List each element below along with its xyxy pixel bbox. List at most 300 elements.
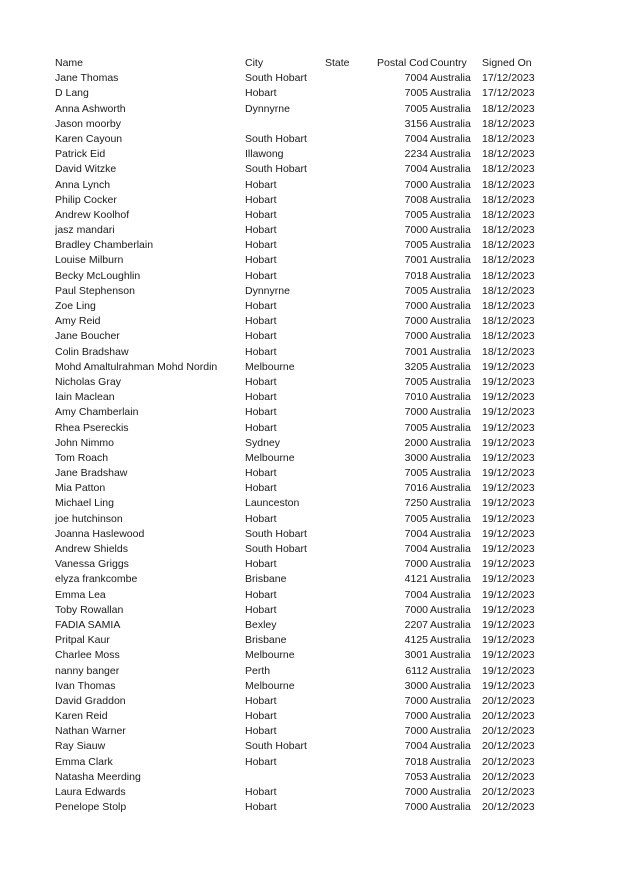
name-cell: Iain Maclean	[55, 391, 115, 404]
country-cell: Australia	[430, 254, 471, 267]
city-cell: Hobart	[245, 786, 277, 798]
signed-on-cell: 19/12/2023	[482, 497, 535, 510]
signed-on-cell: 18/12/2023	[482, 345, 535, 358]
table-row	[0, 375, 622, 390]
name-cell: Amy Chamberlain	[55, 406, 139, 419]
postal-code-cell: 7005	[404, 87, 428, 100]
signed-on-cell: 18/12/2023	[482, 269, 535, 282]
postal-code-cell: 2207	[404, 618, 428, 631]
country-cell: Australia	[430, 239, 471, 252]
signed-on-cell: 20/12/2023	[482, 755, 535, 768]
city-cell: Hobart	[245, 315, 277, 328]
name-cell: Ivan Thomas	[55, 679, 116, 692]
signed-on-cell: 19/12/2023	[482, 436, 535, 449]
city-cell: Bexley	[245, 618, 277, 631]
postal-code-cell: 7005	[404, 284, 428, 297]
postal-code-cell: 3000	[404, 451, 428, 464]
signed-on-cell: 18/12/2023	[482, 239, 535, 252]
postal-code-cell: 7000	[404, 710, 428, 723]
name-cell: FADIA SAMIA	[55, 618, 121, 631]
country-cell: Australia	[430, 710, 471, 723]
table-row	[0, 451, 622, 466]
header-country: Country	[430, 57, 467, 69]
signed-on-cell: 19/12/2023	[482, 664, 535, 677]
country-cell: Australia	[430, 679, 471, 692]
country-cell: Australia	[430, 345, 471, 358]
table-row	[0, 193, 622, 208]
postal-code-cell: 7004	[404, 543, 428, 555]
name-cell: John Nimmo	[55, 436, 114, 449]
city-cell: Hobart	[245, 482, 277, 495]
postal-code-cell: 7000	[404, 330, 428, 343]
signed-on-cell: 19/12/2023	[482, 360, 535, 373]
signed-on-cell: 18/12/2023	[482, 132, 535, 145]
postal-code-cell: 3001	[404, 649, 428, 662]
table-row	[0, 755, 622, 770]
country-cell: Australia	[430, 208, 471, 221]
postal-code-cell: 7016	[404, 482, 428, 495]
city-cell: Hobart	[245, 300, 277, 312]
name-cell: Mia Patton	[55, 482, 106, 495]
postal-code-cell: 7000	[404, 694, 428, 707]
table-row	[0, 694, 622, 709]
signed-on-cell: 20/12/2023	[482, 786, 535, 798]
name-cell: Natasha Meerding	[55, 770, 141, 783]
city-cell: Melbourne	[245, 451, 295, 464]
country-cell: Australia	[430, 558, 471, 571]
signed-on-cell: 18/12/2023	[482, 300, 535, 312]
country-cell: Australia	[430, 224, 471, 237]
signed-on-cell: 17/12/2023	[482, 87, 535, 100]
signed-on-cell: 19/12/2023	[482, 634, 535, 647]
city-cell: Hobart	[245, 801, 277, 814]
signed-on-cell: 19/12/2023	[482, 649, 535, 662]
postal-code-cell: 7005	[404, 421, 428, 434]
table-row	[0, 800, 622, 815]
signed-on-cell: 18/12/2023	[482, 284, 535, 297]
signed-on-cell: 19/12/2023	[482, 588, 535, 601]
country-cell: Australia	[430, 588, 471, 601]
table-row	[0, 618, 622, 633]
name-cell: Becky McLoughlin	[55, 269, 141, 282]
table-row	[0, 496, 622, 511]
signed-on-cell: 19/12/2023	[482, 375, 535, 388]
name-cell: Paul Stephenson	[55, 284, 135, 297]
country-cell: Australia	[430, 801, 471, 814]
city-cell: Melbourne	[245, 679, 295, 692]
country-cell: Australia	[430, 482, 471, 495]
country-cell: Australia	[430, 527, 471, 540]
city-cell: Hobart	[245, 406, 277, 419]
postal-code-cell: 7008	[404, 193, 428, 206]
name-cell: Colin Bradshaw	[55, 345, 129, 358]
name-cell: Nicholas Gray	[55, 375, 121, 388]
name-cell: Louise Milburn	[55, 254, 124, 267]
table-row	[0, 436, 622, 451]
name-cell: Penelope Stolp	[55, 801, 127, 814]
name-cell: Amy Reid	[55, 315, 101, 328]
name-cell: Laura Edwards	[55, 786, 126, 798]
table-row	[0, 71, 622, 86]
signed-on-cell: 18/12/2023	[482, 330, 535, 343]
postal-code-cell: 7001	[404, 345, 428, 358]
postal-code-cell: 7005	[404, 208, 428, 221]
header-state: State	[325, 57, 350, 69]
table-row	[0, 147, 622, 162]
name-cell: Karen Reid	[55, 710, 108, 723]
postal-code-cell: 2000	[404, 436, 428, 449]
city-cell: Hobart	[245, 208, 277, 221]
name-cell: Andrew Koolhof	[55, 208, 130, 221]
table-row	[0, 679, 622, 694]
signed-on-cell: 19/12/2023	[482, 679, 535, 692]
postal-code-cell: 7004	[404, 588, 428, 601]
table-row	[0, 481, 622, 496]
city-cell: Hobart	[245, 224, 277, 237]
name-cell: Anna Ashworth	[55, 102, 126, 115]
table-row	[0, 238, 622, 253]
table-row	[0, 724, 622, 739]
country-cell: Australia	[430, 148, 471, 161]
name-cell: Toby Rowallan	[55, 603, 124, 616]
city-cell: Hobart	[245, 467, 277, 480]
table-row	[0, 572, 622, 587]
postal-code-cell: 7000	[404, 725, 428, 738]
country-cell: Australia	[430, 72, 471, 85]
city-cell: Sydney	[245, 436, 281, 449]
city-cell: Melbourne	[245, 360, 295, 373]
postal-code-cell: 7000	[404, 224, 428, 237]
country-cell: Australia	[430, 634, 471, 647]
city-cell: Hobart	[245, 254, 277, 267]
city-cell: South Hobart	[245, 740, 307, 753]
country-cell: Australia	[430, 360, 471, 373]
name-cell: Patrick Eid	[55, 148, 106, 161]
city-cell: Hobart	[245, 755, 277, 768]
city-cell: South Hobart	[245, 132, 307, 145]
name-cell: Jason moorby	[55, 117, 121, 130]
city-cell: Hobart	[245, 710, 277, 723]
table-row	[0, 86, 622, 101]
signed-on-cell: 20/12/2023	[482, 694, 535, 707]
name-cell: nanny banger	[55, 664, 120, 677]
country-cell: Australia	[430, 330, 471, 343]
name-cell: Mohd Amaltulrahman Mohd Nordin	[55, 360, 218, 373]
name-cell: Bradley Chamberlain	[55, 239, 154, 252]
postal-code-cell: 3000	[404, 679, 428, 692]
country-cell: Australia	[430, 618, 471, 631]
country-cell: Australia	[430, 512, 471, 525]
city-cell: South Hobart	[245, 527, 307, 540]
table-row	[0, 360, 622, 375]
signed-on-cell: 18/12/2023	[482, 254, 535, 267]
table-row	[0, 253, 622, 268]
signed-on-cell: 18/12/2023	[482, 193, 535, 206]
name-cell: Nathan Warner	[55, 725, 126, 738]
signed-on-cell: 19/12/2023	[482, 543, 535, 555]
city-cell: Hobart	[245, 330, 277, 343]
signed-on-cell: 20/12/2023	[482, 801, 535, 814]
name-cell: Andrew Shields	[55, 543, 128, 555]
city-cell: Hobart	[245, 345, 277, 358]
name-cell: Tom Roach	[55, 451, 109, 464]
table-row	[0, 162, 622, 177]
table-row	[0, 421, 622, 436]
country-cell: Australia	[430, 284, 471, 297]
name-cell: Jane Bradshaw	[55, 467, 128, 480]
name-cell: Vanessa Griggs	[55, 558, 129, 571]
postal-code-cell: 7250	[404, 497, 428, 510]
country-cell: Australia	[430, 755, 471, 768]
name-cell: elyza frankcombe	[55, 573, 138, 586]
table-row	[0, 542, 622, 557]
city-cell: South Hobart	[245, 543, 307, 555]
country-cell: Australia	[430, 603, 471, 616]
postal-code-cell: 7000	[404, 178, 428, 191]
postal-code-cell: 3205	[404, 360, 428, 373]
table-row	[0, 284, 622, 299]
name-cell: Anna Lynch	[55, 178, 111, 191]
table-row	[0, 390, 622, 405]
signed-on-cell: 18/12/2023	[482, 315, 535, 328]
postal-code-cell: 7010	[404, 391, 428, 404]
country-cell: Australia	[430, 467, 471, 480]
city-cell: South Hobart	[245, 163, 307, 176]
table-row	[0, 405, 622, 420]
name-cell: Jane Boucher	[55, 330, 120, 343]
header-city: City	[245, 57, 264, 69]
signed-on-cell: 19/12/2023	[482, 482, 535, 495]
signed-on-cell: 19/12/2023	[482, 391, 535, 404]
name-cell: Karen Cayoun	[55, 132, 123, 145]
country-cell: Australia	[430, 132, 471, 145]
table-row	[0, 466, 622, 481]
table-row	[0, 345, 622, 360]
signed-on-cell: 19/12/2023	[482, 512, 535, 525]
table-row	[0, 603, 622, 618]
postal-code-cell: 7005	[404, 467, 428, 480]
country-cell: Australia	[430, 786, 471, 798]
postal-code-cell: 6112	[405, 664, 428, 677]
postal-code-cell: 7018	[404, 755, 428, 768]
table-row	[0, 664, 622, 679]
name-cell: Ray Siauw	[55, 740, 106, 753]
table-row	[0, 178, 622, 193]
name-cell: Zoe Ling	[55, 300, 96, 312]
country-cell: Australia	[430, 300, 471, 312]
country-cell: Australia	[430, 497, 471, 510]
city-cell: Perth	[245, 664, 271, 677]
postal-code-cell: 7000	[404, 786, 428, 798]
name-cell: jasz mandari	[55, 224, 115, 237]
header-postal-code: Postal Cod	[377, 57, 429, 69]
postal-code-cell: 7000	[404, 801, 428, 814]
postal-code-cell: 7004	[404, 527, 428, 540]
name-cell: D Lang	[55, 87, 89, 100]
country-cell: Australia	[430, 451, 471, 464]
table-row	[0, 588, 622, 603]
signed-on-cell: 19/12/2023	[482, 527, 535, 540]
signed-on-cell: 19/12/2023	[482, 451, 535, 464]
city-cell: Hobart	[245, 391, 277, 404]
country-cell: Australia	[430, 725, 471, 738]
country-cell: Australia	[430, 193, 471, 206]
country-cell: Australia	[430, 664, 471, 677]
name-cell: Rhea Psereckis	[55, 421, 129, 434]
table-row	[0, 709, 622, 724]
city-cell: South Hobart	[245, 72, 307, 85]
city-cell: Hobart	[245, 178, 277, 191]
city-cell: Dynnyrne	[245, 284, 290, 297]
postal-code-cell: 4121	[404, 573, 428, 586]
table-row	[0, 527, 622, 542]
table-row	[0, 223, 622, 238]
signed-on-cell: 20/12/2023	[482, 710, 535, 723]
country-cell: Australia	[430, 178, 471, 191]
postal-code-cell: 3156	[404, 117, 428, 130]
postal-code-cell: 2234	[404, 148, 428, 161]
city-cell: Hobart	[245, 558, 277, 571]
signed-on-cell: 19/12/2023	[482, 467, 535, 480]
name-cell: Charlee Moss	[55, 649, 120, 662]
table-row	[0, 117, 622, 132]
table-row	[0, 102, 622, 117]
signed-on-cell: 18/12/2023	[482, 117, 535, 130]
table-row	[0, 648, 622, 663]
signed-on-cell: 20/12/2023	[482, 740, 535, 753]
city-cell: Hobart	[245, 603, 277, 616]
postal-code-cell: 7004	[404, 72, 428, 85]
country-cell: Australia	[430, 269, 471, 282]
postal-code-cell: 7053	[404, 770, 428, 783]
country-cell: Australia	[430, 102, 471, 115]
name-cell: joe hutchinson	[55, 512, 123, 525]
postal-code-cell: 7005	[404, 102, 428, 115]
postal-code-cell: 7005	[404, 239, 428, 252]
postal-code-cell: 4125	[404, 634, 428, 647]
table-row	[0, 739, 622, 754]
signed-on-cell: 18/12/2023	[482, 163, 535, 176]
signed-on-cell: 17/12/2023	[482, 72, 535, 85]
city-cell: Hobart	[245, 694, 277, 707]
signed-on-cell: 19/12/2023	[482, 421, 535, 434]
country-cell: Australia	[430, 421, 471, 434]
postal-code-cell: 7018	[404, 269, 428, 282]
country-cell: Australia	[430, 117, 471, 130]
country-cell: Australia	[430, 391, 471, 404]
signed-on-cell: 18/12/2023	[482, 208, 535, 221]
postal-code-cell: 7000	[404, 315, 428, 328]
postal-code-cell: 7004	[404, 163, 428, 176]
table-body	[0, 71, 622, 815]
postal-code-cell: 7004	[404, 132, 428, 145]
name-cell: Pritpal Kaur	[55, 634, 110, 647]
country-cell: Australia	[430, 573, 471, 586]
table-row	[0, 633, 622, 648]
name-cell: Philip Cocker	[55, 193, 117, 206]
country-cell: Australia	[430, 649, 471, 662]
country-cell: Australia	[430, 315, 471, 328]
signed-on-cell: 19/12/2023	[482, 603, 535, 616]
city-cell: Hobart	[245, 193, 277, 206]
signed-on-cell: 19/12/2023	[482, 618, 535, 631]
header-row	[0, 56, 622, 71]
signature-table	[0, 56, 622, 815]
city-cell: Brisbane	[245, 573, 287, 586]
table-row	[0, 314, 622, 329]
signed-on-cell: 20/12/2023	[482, 725, 535, 738]
city-cell: Launceston	[245, 497, 300, 510]
table-row	[0, 208, 622, 223]
city-cell: Hobart	[245, 375, 277, 388]
table-row	[0, 269, 622, 284]
signed-on-cell: 18/12/2023	[482, 224, 535, 237]
postal-code-cell: 7005	[404, 512, 428, 525]
postal-code-cell: 7004	[404, 740, 428, 753]
country-cell: Australia	[430, 87, 471, 100]
name-cell: Emma Lea	[55, 588, 106, 601]
header-signed-on: Signed On	[482, 57, 532, 69]
postal-code-cell: 7000	[404, 300, 428, 312]
country-cell: Australia	[430, 163, 471, 176]
table-row	[0, 512, 622, 527]
city-cell: Hobart	[245, 269, 277, 282]
city-cell: Melbourne	[245, 649, 295, 662]
city-cell: Hobart	[245, 421, 277, 434]
city-cell: Hobart	[245, 239, 277, 252]
table-row	[0, 299, 622, 314]
country-cell: Australia	[430, 694, 471, 707]
table-row	[0, 785, 622, 800]
table-row	[0, 329, 622, 344]
postal-code-cell: 7000	[404, 603, 428, 616]
city-cell: Hobart	[245, 588, 277, 601]
signed-on-cell: 18/12/2023	[482, 178, 535, 191]
city-cell: Illawong	[245, 148, 284, 161]
table-row	[0, 557, 622, 572]
header-name: Name	[55, 57, 84, 69]
country-cell: Australia	[430, 740, 471, 753]
signed-on-cell: 18/12/2023	[482, 102, 535, 115]
country-cell: Australia	[430, 375, 471, 388]
city-cell: Brisbane	[245, 634, 287, 647]
postal-code-cell: 7001	[404, 254, 428, 267]
name-cell: Michael Ling	[55, 497, 114, 510]
country-cell: Australia	[430, 770, 471, 783]
signed-on-cell: 20/12/2023	[482, 770, 535, 783]
country-cell: Australia	[430, 406, 471, 419]
signed-on-cell: 19/12/2023	[482, 558, 535, 571]
city-cell: Dynnyrne	[245, 102, 290, 115]
signed-on-cell: 19/12/2023	[482, 573, 535, 586]
name-cell: David Witzke	[55, 163, 117, 176]
postal-code-cell: 7005	[404, 375, 428, 388]
city-cell: Hobart	[245, 87, 277, 100]
city-cell: Hobart	[245, 725, 277, 738]
city-cell: Hobart	[245, 512, 277, 525]
country-cell: Australia	[430, 436, 471, 449]
country-cell: Australia	[430, 543, 471, 555]
table-row	[0, 132, 622, 147]
signed-on-cell: 18/12/2023	[482, 148, 535, 161]
table-row	[0, 770, 622, 785]
postal-code-cell: 7000	[404, 558, 428, 571]
name-cell: Jane Thomas	[55, 72, 119, 85]
signed-on-cell: 19/12/2023	[482, 406, 535, 419]
name-cell: Joanna Haslewood	[55, 527, 145, 540]
name-cell: David Graddon	[55, 694, 126, 707]
postal-code-cell: 7000	[404, 406, 428, 419]
